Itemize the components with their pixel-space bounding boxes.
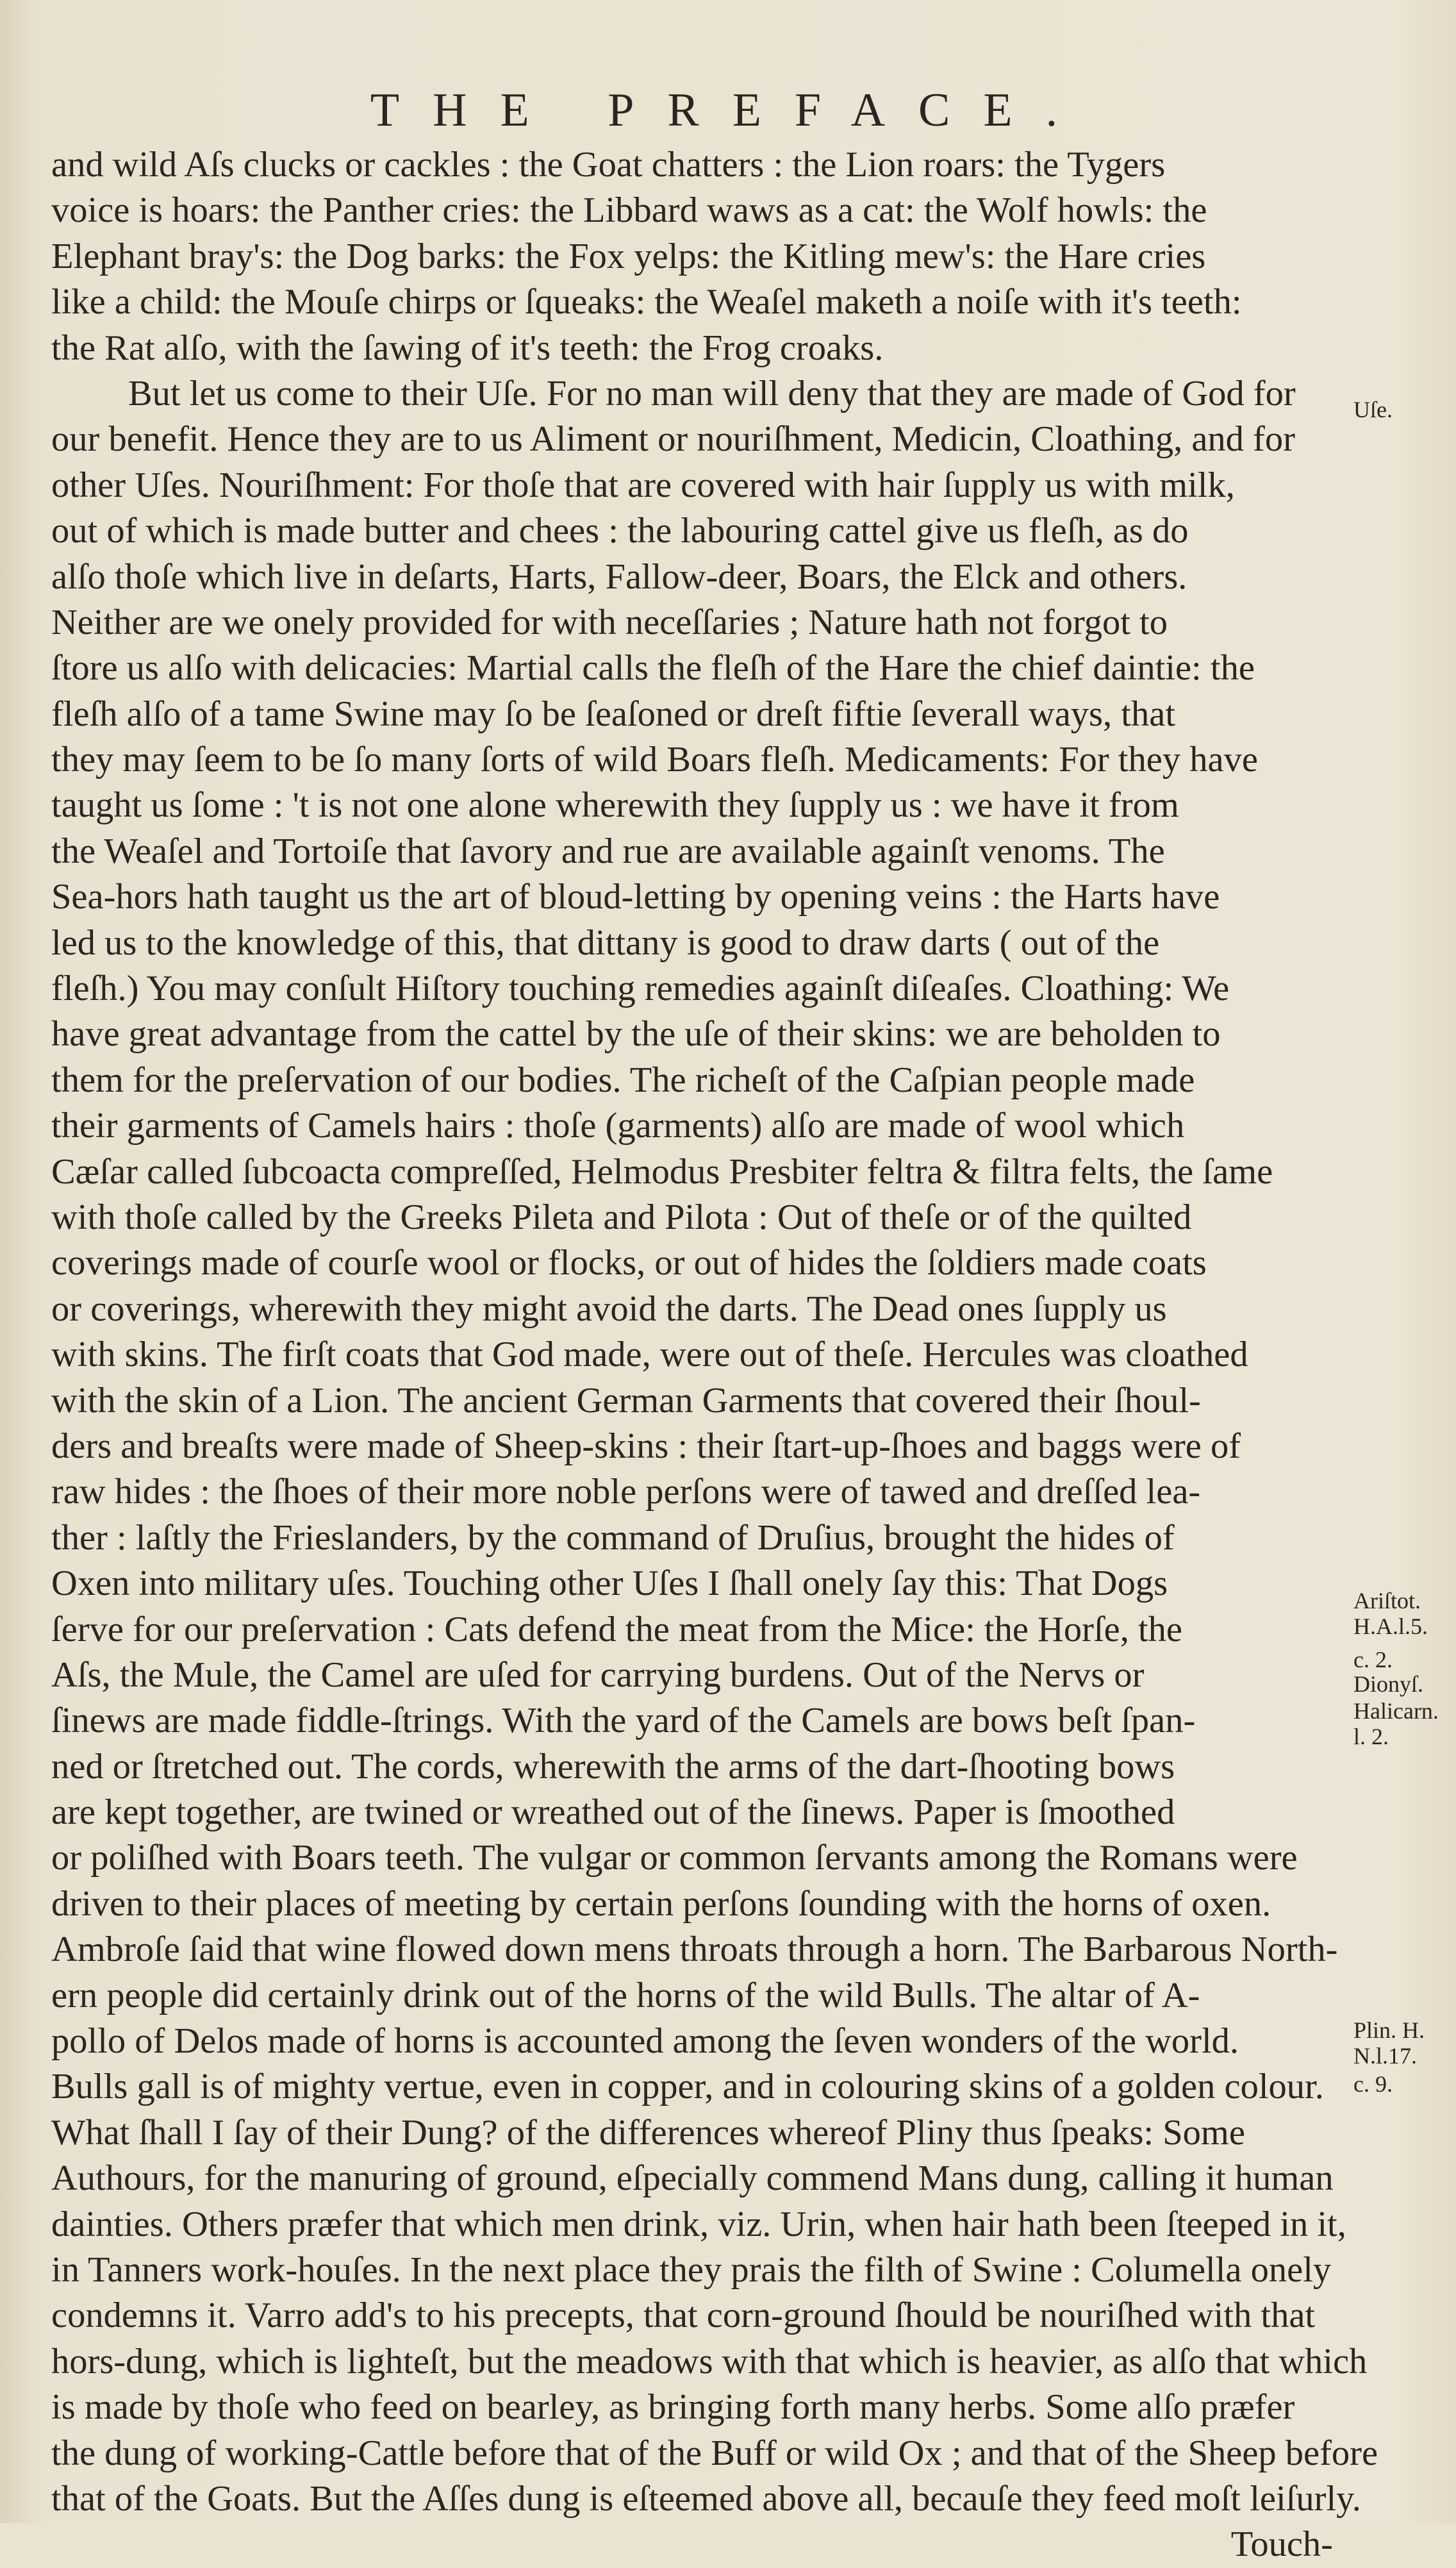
margin-note: N.l.17. <box>1353 2043 1417 2069</box>
text-line: them for the preſervation of our bodies. The richeſt of the Caſpian people made <box>51 1060 1195 1100</box>
text-line: taught us ſome : 't is not one alone wherewith they ſupply us : we have it from <box>51 785 1179 826</box>
margin-note: Plin. H. <box>1353 2017 1425 2043</box>
text-line: that of the Goats. But the Aſſes dung is eſteemed above all, becauſe they feed moſt leiſurly. <box>51 2478 1361 2519</box>
text-line: condemns it. Varro add's to his precepts, that corn-ground ſhould be nouriſhed with that <box>51 2296 1316 2336</box>
margin-note: Ariſtot. <box>1353 1588 1421 1613</box>
text-line: ned or ſtretched out. The cords, wherewith the arms of the dart-ſhooting bows <box>51 1746 1175 1787</box>
text-line: Ambroſe ſaid that wine flowed down mens throats through a horn. The Barbarous North- <box>51 1930 1338 1970</box>
margin-note: Uſe. <box>1353 397 1393 422</box>
margin-note: H.A.l.5. <box>1353 1613 1428 1639</box>
text-line: voice is hoars: the Panther cries: the Libbard waws as a cat: the Wolf howls: the <box>51 190 1207 231</box>
text-line: or coverings, wherewith they might avoid the darts. The Dead ones ſupply us <box>51 1288 1167 1329</box>
text-line: led us to the knowledge of this, that dittany is good to draw darts ( out of the <box>51 922 1160 963</box>
text-line: alſo thoſe which live in deſarts, Harts, Fallow-deer, Boars, the Elck and others. <box>51 556 1187 597</box>
text-line: pollo of Delos made of horns is accounted among the ſeven wonders of the world. <box>51 2021 1239 2062</box>
text-line: dainties. Others præfer that which men drink, viz. Urin, when hair hath been ſteeped in it, <box>51 2204 1346 2244</box>
text-line: Authours, for the manuring of ground, eſpecially commend Mans dung, calling it human <box>51 2158 1334 2199</box>
text-line: their garments of Camels hairs : thoſe (garments) alſo are made of wool which <box>51 1106 1185 1146</box>
text-line: Cæſar called ſubcoacta compreſſed, Helmodus Presbiter feltra & filtra felts, the ſame <box>51 1151 1273 1192</box>
margin-note: Halicarn. <box>1353 1698 1439 1724</box>
margin-note: c. 2. <box>1353 1647 1393 1672</box>
page-title: THE PREFACE. <box>370 84 1091 137</box>
catchword: Touch- <box>1230 2524 1333 2565</box>
text-line: is made by thoſe who feed on bearley, as bringing forth many herbs. Some alſo præfer <box>51 2387 1295 2428</box>
text-line: the dung of working-Cattle before that of the Buff or wild Ox ; and that of the Sheep before <box>51 2433 1378 2473</box>
text-line: ther : laſtly the Frieslanders, by the command of Druſius, brought the hides of <box>51 1517 1175 1558</box>
text-line: Bulls gall is of mighty vertue, even in copper, and in colouring skins of a golden colour. <box>51 2067 1324 2107</box>
text-line: hors-dung, which is lighteſt, but the meadows with that which is heavier, as alſo that which <box>51 2341 1368 2381</box>
text-line: Aſs, the Mule, the Camel are uſed for carrying burdens. Out of the Nervs or <box>51 1655 1145 1695</box>
margin-note: l. 2. <box>1353 1724 1389 1749</box>
text-line: raw hides : the ſhoes of their more noble perſons were of tawed and dreſſed lea- <box>51 1472 1201 1512</box>
text-line: other Uſes. Nouriſhment: For thoſe that are covered with hair ſupply us with milk, <box>51 465 1235 505</box>
text-line: Sea-hors hath taught us the art of bloud-letting by opening veins : the Harts have <box>51 877 1220 917</box>
text-line: ſerve for our preſervation : Cats defend the meat from the Mice: the Horſe, the <box>51 1609 1182 1649</box>
margin-note: c. 9. <box>1353 2071 1393 2097</box>
margin-note: Dionyſ. <box>1353 1671 1424 1697</box>
text-line: the Weaſel and Tortoiſe that ſavory and rue are available againſt venoms. The <box>51 831 1165 871</box>
text-line: they may ſeem to be ſo many ſorts of wild Boars fleſh. Medicaments: For they have <box>51 740 1258 780</box>
text-line: have great advantage from the cattel by the uſe of their skins: we are beholden to <box>51 1014 1221 1055</box>
text-line: What ſhall I ſay of their Dung? of the differences whereof Pliny thus ſpeaks: Some <box>51 2112 1245 2153</box>
text-line: Neither are we onely provided for with neceſſaries ; Nature hath not forgot to <box>51 602 1168 642</box>
text-line: in Tanners work-houſes. In the next place they prais the filth of Swine : Columella onely <box>51 2249 1332 2290</box>
text-line: with skins. The firſt coats that God made, were out of theſe. Hercules was cloathed <box>51 1335 1248 1375</box>
text-line: ders and breaſts were made of Sheep-skins : their ſtart-up-ſhoes and baggs were of <box>51 1426 1241 1466</box>
text-line: like a child: the Mouſe chirps or ſqueaks: the Weaſel maketh a noiſe with it's teeth: <box>51 282 1242 322</box>
text-line: and wild Aſs clucks or cackles : the Goat chatters : the Lion roars: the Tygers <box>51 145 1166 185</box>
text-line: ſinews are made fiddle-ſtrings. With the yard of the Camels are bows beſt ſpan- <box>51 1701 1196 1741</box>
text-line: are kept together, are twined or wreathed out of the ſinews. Paper is ſmoothed <box>51 1792 1175 1833</box>
text-line: out of which is made butter and chees : the labouring cattel give us fleſh, as do <box>51 511 1189 551</box>
text-line: fleſh.) You may conſult Hiſtory touching remedies againſt diſeaſes. Cloathing: We <box>51 969 1230 1009</box>
text-line: coverings made of courſe wool or flocks, or out of hides the ſoldiers made coats <box>51 1243 1207 1283</box>
text-line: the Rat alſo, with the ſawing of it's teeth: the Frog croaks. <box>51 328 884 368</box>
text-line: our benefit. Hence they are to us Aliment or nouriſhment, Medicin, Cloathing, and for <box>51 419 1295 460</box>
text-line: Oxen into military uſes. Touching other Uſes I ſhall onely ſay this: That Dogs <box>51 1563 1168 1604</box>
text-line: or poliſhed with Boars teeth. The vulgar or common ſervants among the Romans were <box>51 1838 1298 1878</box>
text-line: with the skin of a Lion. The ancient German Garments that covered their ſhoul- <box>51 1380 1201 1421</box>
text-line: Elephant bray's: the Dog barks: the Fox yelps: the Kitling mew's: the Hare cries <box>51 236 1206 276</box>
text-line: ern people did certainly drink out of the horns of the wild Bulls. The altar of A- <box>51 1975 1200 2015</box>
text-line: with thoſe called by the Greeks Pileta and Pilota : Out of theſe or of the quilted <box>51 1197 1192 1237</box>
text-line: fleſh alſo of a tame Swine may ſo be ſeaſoned or dreſt fiftie ſeverall ways, that <box>51 694 1176 734</box>
text-line: ſtore us alſo with delicacies: Martial calls the fleſh of the Hare the chief daintie: the <box>51 648 1255 688</box>
text-line: driven to their places of meeting by certain perſons ſounding with the horns of oxen. <box>51 1883 1271 1924</box>
text-line: But let us come to their Uſe. For no man will deny that they are made of God for <box>128 373 1296 413</box>
